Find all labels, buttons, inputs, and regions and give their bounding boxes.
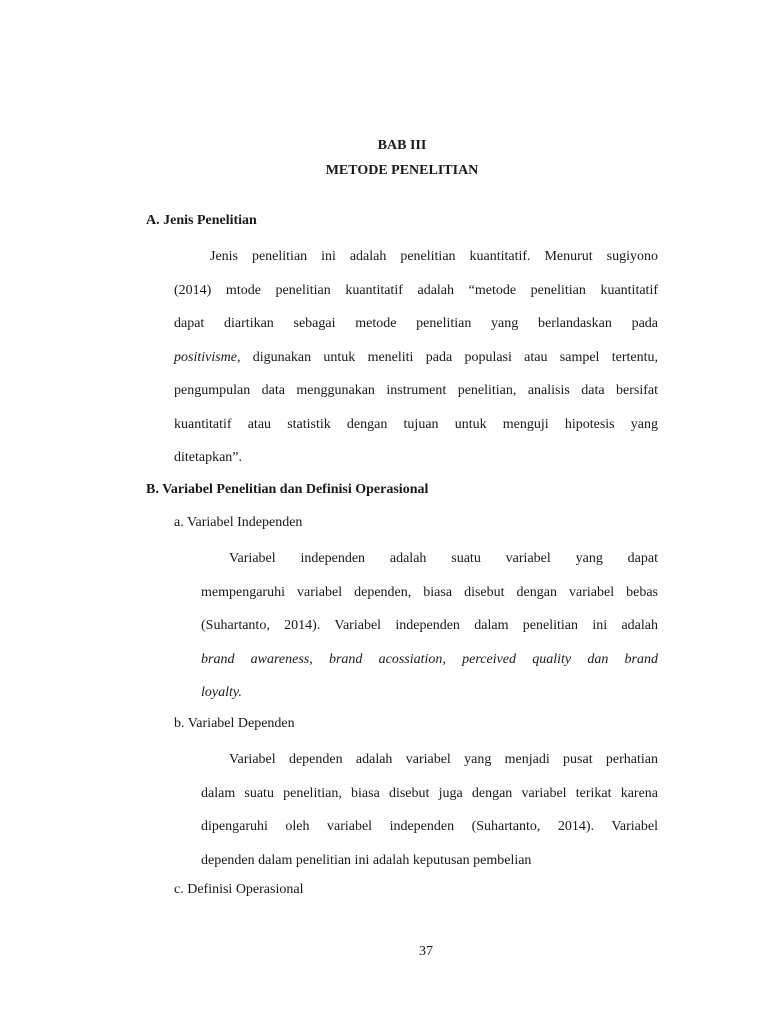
page-number: 37 [419,944,433,959]
item-a-paragraph [201,542,658,710]
paragraph-line: ditetapkan”. [174,450,243,465]
paragraph-line: kuantitatif atau statistik dengan tujuan untuk menguji hipotesis yang [174,416,658,432]
chapter-number: BAB III [377,138,427,153]
item-c-label: c. Definisi Operasional [174,882,304,897]
italic-variables: brand awareness, brand acossiation, perceived quality dan brand [201,651,658,667]
item-b-paragraph [201,743,658,877]
paragraph-line: pengumpulan data menggunakan instrument penelitian, analisis data bersifat [174,383,658,398]
item-b-label: b. Variabel Dependen [174,716,295,731]
paragraph-line: Variabel independen adalah suatu variabel yang dapat [229,551,658,566]
paragraph-line [201,643,658,677]
paragraph-line: (Suhartanto, 2014). Variabel independen dalam penelitian ini adalah [201,618,658,633]
item-a-label: a. Variabel Independen [174,515,303,530]
paragraph-line [201,676,658,710]
paragraph-line: dalam suatu penelitian, biasa disebut juga dengan variabel terikat karena [201,785,658,801]
paragraph-line: dipengaruhi oleh variabel independen (Suhartanto, 2014). Variabel [201,819,658,834]
paragraph-line: dapat diartikan sebagai metode penelitian yang berlandaskan pada [174,316,658,331]
section-a-heading: A. Jenis Penelitian [146,213,257,228]
paragraph-line: Variabel dependen adalah variabel yang menjadi pusat perhatian [229,752,658,767]
paragraph-line: mempengaruhi variabel dependen, biasa disebut dengan variabel bebas [201,584,658,600]
paragraph-line [174,341,658,375]
section-a-paragraph [174,240,658,475]
italic-term: positivisme [174,349,237,365]
section-b-heading: B. Variabel Penelitian dan Definisi Operasional [146,482,429,497]
chapter-title: METODE PENELITIAN [325,163,479,178]
paragraph-line-text: , digunakan untuk meneliti pada populasi atau sampel tertentu, [237,349,658,365]
paragraph-line: (2014) mtode penelitian kuantitatif adalah “metode penelitian kuantitatif [174,282,658,298]
paragraph-line: Jenis penelitian ini adalah penelitian kuantitatif. Menurut sugiyono [210,249,658,264]
paragraph-line: dependen dalam penelitian ini adalah keputusan pembelian [201,852,532,868]
italic-variables: loyalty. [201,685,242,700]
